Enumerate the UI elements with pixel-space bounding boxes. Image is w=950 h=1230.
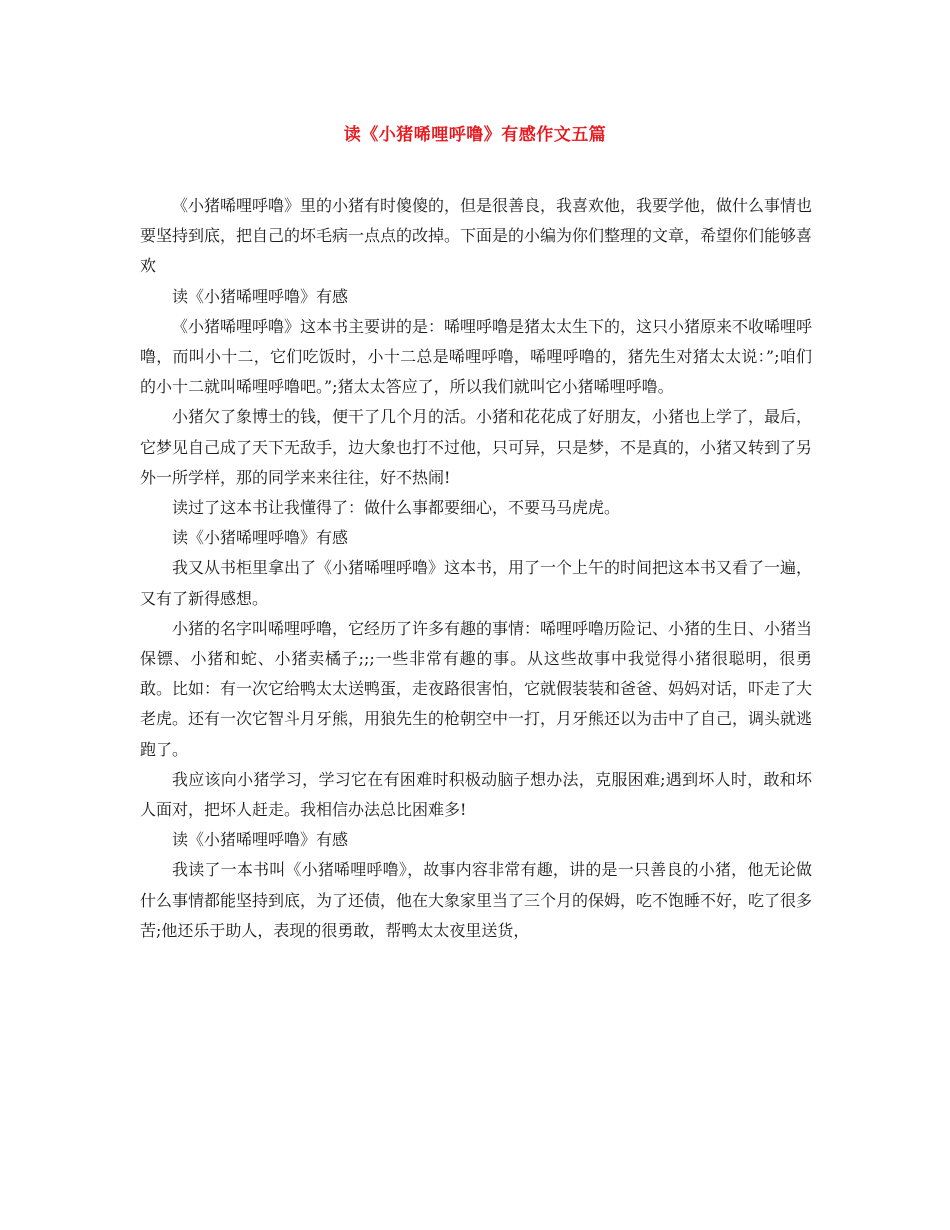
section-heading: 读《小猪唏哩呼噜》有感 [172, 528, 349, 548]
paragraph: 我应该向小猪学习，学习它在有困难时积极动脑子想办法，克服困难;遇到坏人时，敢和坏人面对，把坏人赶走。我相信办法总比困难多! [140, 769, 812, 820]
paragraph: 我读了一本书叫《小猪唏哩呼噜》，故事内容非常有趣，讲的是一只善良的小猪，他无论做什么事情都能坚持到底，为了还债，他在大象家里当了三个月的保姆，吃不饱睡不好，吃了很多苦;他还乐于助人，表现的很勇敢，帮鸭太太夜里送货， [140, 860, 813, 940]
paragraph: 读过了这本书让我懂得了：做什么事都要细心，不要马马虎虎。 [172, 498, 621, 518]
paragraph: 《小猪唏哩呼噜》这本书主要讲的是：唏哩呼噜是猪太太生下的，这只小猪原来不收唏哩呼噜，而叫小十二，它们吃饭时，小十二总是唏哩呼噜，唏哩呼噜的，猪先生对猪太太说：”;咱们的小十二就叫唏哩呼噜吧。”;猪太太答应了，所以我们就叫它小猪唏哩呼噜。 [140, 316, 813, 397]
section-heading: 读《小猪唏哩呼噜》有感 [172, 286, 349, 306]
paragraph: 我又从书柜里拿出了《小猪唏哩呼噜》这本书，用了一个上午的时间把这本书又看了一遍，又有了新得感想。 [140, 558, 813, 608]
section-heading: 读《小猪唏哩呼噜》有感 [172, 830, 349, 850]
paragraph: 小猪欠了象博士的钱，便干了几个月的活。小猪和花花成了好朋友，小猪也上学了，最后，它梦见自己成了天下无敌手，边大象也打不过他，只可异，只是梦，不是真的，小猪又转到了另外一所学样，那的同学来来往往，好不热闹! [140, 407, 813, 487]
paragraph-intro: 《小猪唏哩呼噜》里的小猪有时傻傻的，但是很善良，我喜欢他，我要学他，做什么事情也要坚持到底，把自己的坏毛病一点点的改掉。下面是的小编为你们整理的文章，希望你们能够喜欢 [140, 196, 813, 276]
document-title: 读《小猪唏哩呼噜》有感作文五篇 [343, 125, 607, 145]
document-body [140, 191, 812, 946]
paragraph: 小猪的名字叫唏哩呼噜，它经历了许多有趣的事情：唏哩呼噜历险记、小猪的生日、小猪当保镖、小猪和蛇、小猪卖橘子;;;一些非常有趣的事。从这些故事中我觉得小猪很聪明，很勇敢。比如：有一次它给鸭太太送鸭蛋，走夜路很害怕，它就假装装和爸爸、妈妈对话，吓走了大老虎。还有一次它智斗月牙熊，用狼先生的枪朝空中一打，月牙熊还以为击中了自己，调头就逃跑了。 [140, 618, 813, 759]
